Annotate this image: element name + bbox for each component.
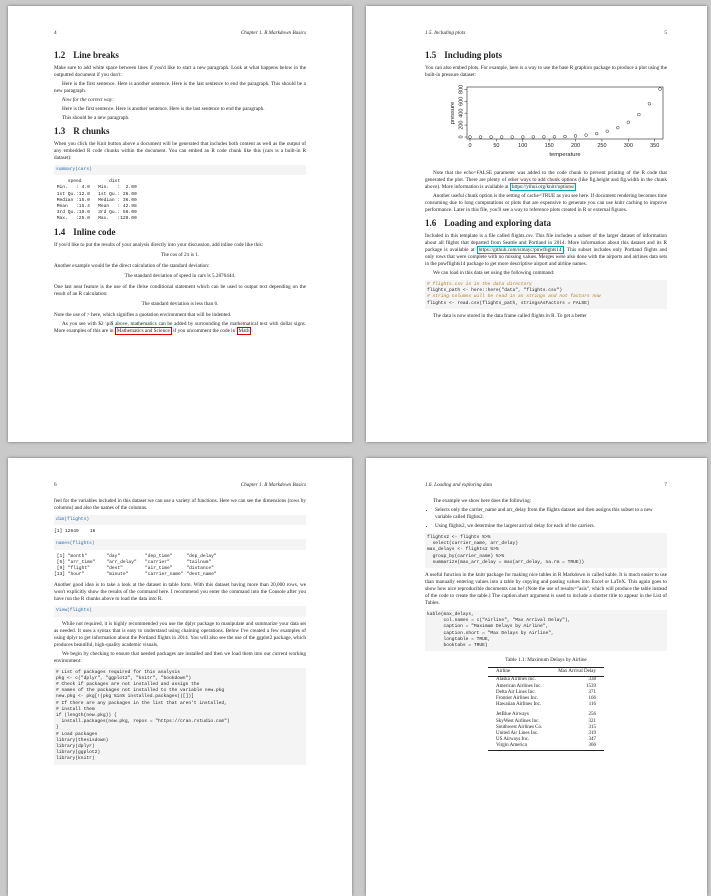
- page-4: [8, 6, 352, 442]
- data-point: [553, 135, 556, 138]
- data-point: [616, 126, 619, 129]
- x-tick-label: 300: [623, 143, 633, 149]
- cell-airline: Hawaiian Airlines Inc.: [495, 702, 542, 708]
- data-point: [532, 136, 535, 139]
- plot-frame: [467, 87, 663, 139]
- table-caption: Table 1.1: Maximum Delays by Airline: [505, 657, 587, 664]
- table-row: [488, 708, 604, 718]
- section-heading: 1.5 Including plots: [425, 50, 503, 60]
- running-header: [54, 30, 306, 37]
- data-point: [490, 136, 493, 139]
- y-axis-label: pressure: [450, 101, 456, 125]
- paragraph: One last neat feature is the use of the ifelse conditional statement which can be used to output text depending on the result of an R calculation:: [54, 283, 306, 297]
- x-tick-label: 50: [493, 143, 500, 149]
- running-header: [54, 482, 306, 489]
- data-point: [637, 113, 640, 116]
- chapter-title: Chapter 1. R Markdown Basics: [240, 482, 306, 488]
- paragraph: Here is the first sentence. Here is another sentence. Here is the last sentence to end the paragraph. This should be a new paragraph.: [54, 81, 306, 94]
- page-number: 4: [54, 30, 57, 36]
- y-tick-label: 200: [458, 120, 465, 130]
- column-header: Airline: [488, 668, 550, 677]
- running-header: [425, 30, 667, 37]
- column-header: Max Arrival Delay: [550, 668, 604, 677]
- section-title: 1.6. Loading and exploring data: [425, 482, 493, 488]
- code-block: names(flights): [54, 539, 306, 549]
- link-math[interactable]: Math: [238, 327, 250, 334]
- x-tick-label: 150: [544, 143, 554, 149]
- data-point: [564, 135, 567, 138]
- cell-delay: 166: [588, 696, 597, 702]
- page-number: 7: [664, 482, 667, 488]
- code-block: dim(flights): [54, 515, 306, 525]
- page-number: 5: [664, 30, 667, 36]
- paragraph: Here is the first sentence. Here is another sentence. Here is the last sentence to end the paragraph.: [62, 106, 265, 112]
- data-point: [585, 134, 588, 137]
- paragraph: We begin by checking to ensure that needed packages are installed and then we load them into our current working environment:: [54, 650, 306, 664]
- cell-delay: 116: [588, 702, 597, 708]
- data-point: [574, 135, 577, 138]
- code-output: [1] "month" "day" "dep_time" "dep_delay" [5] "arr_time" "arr_delay" "carrier" "tailnum" [9] "flight" "dest" "air_time" "distance" [13] "hour" "minute" "carrier_name" "dest_name": [54, 553, 217, 578]
- data-point: [511, 136, 514, 139]
- code-block: # List of packages required for this analysis pkg <- c("dplyr", "ggplot2", "knitr", "bookdown") # Check if packages are not installed and assign the # names of the packages not installed to the variable new.pkg new.pkg <- pkg[!(pkg %in% installed.packages()[])] # If there are any packages in the list that aren't installed, # install them if (length(new.pkg)) { install.packages(new.pkg, repos = "https://cran.rstudio.com") } # Load packages library(thesisdown) library(dplyr) library(ggplot2) library(knitr): [54, 668, 306, 765]
- cell-airline: JetBlue Airways: [495, 712, 529, 718]
- bullet-list: [435, 507, 667, 530]
- cell-delay: 321: [588, 718, 597, 724]
- x-tick-label: 0: [468, 143, 472, 149]
- cell-delay: 1539: [586, 683, 597, 689]
- code-block: summary(cars): [54, 165, 306, 175]
- data-point: [479, 136, 482, 139]
- data-point: [595, 132, 598, 135]
- running-header: [425, 482, 667, 489]
- data-point: [659, 88, 662, 91]
- data-point: [542, 135, 545, 138]
- pressure-plot: [425, 81, 667, 166]
- code-output: speed dist Min. : 4.0 Min. : 2.00 1st Qu.:12.0 1st Qu.: 26.00 Median :15.0 Median : 36.00 Mean :15.4 Mean : 42.98 3rd Qu.:19.0 3rd Qu.: 56.00 Max. :25.0 Max. :120.00: [56, 179, 137, 222]
- data-point: [648, 102, 651, 105]
- cell-airline: United Air Lines Inc.: [495, 731, 539, 737]
- paragraph: feel for the variables included in this dataset we can use a variety of functions. Here we can see the dimensions (rows by columns) and also the names of the columns.: [54, 498, 306, 511]
- x-tick-label: 200: [570, 143, 581, 149]
- paragraph: Make sure to add white space between lines if you'd like to start a new paragraph. Look at what happens below in the outputted document if you don't:: [54, 65, 306, 78]
- scatter-chart: [425, 81, 667, 163]
- paragraph: This should be a new paragraph.: [62, 115, 130, 121]
- paragraph: As you see with $2 \pi$ above, mathematics can be added by surrounding the mathematical text with dollar signs. More examples of this are in Mathematics and Science if you uncomment the code in Math .: [54, 320, 306, 334]
- quote: The standard deviation is less than 6.: [141, 300, 219, 307]
- code-block: View(flights): [54, 606, 306, 616]
- cell-delay: 315: [588, 724, 597, 730]
- y-tick-label: 800: [458, 84, 465, 94]
- paragraph: The example we show here does the following:: [433, 498, 532, 504]
- data-point: [606, 130, 609, 133]
- y-tick-label: 0: [458, 135, 465, 139]
- page-6: [8, 458, 352, 896]
- paragraph: Note that the echo=FALSE parameter was added to the code chunk to prevent printing of the R code that generated the plot. There are plenty of other ways to add chunk options (like fig.height and fig.width in the chunk above). More information is available at https://yihui.org/knitr/options/: [425, 170, 667, 190]
- cell-delay: 338: [588, 677, 597, 683]
- paragraph: While not required, it is highly recommended you use the dplyr package to manipulate and summarize your data set as needed. It uses a syntax that is easy to understand using chaining operations. Below I've created a few examples of using dplyr to get information about the Portland flights in 2014. You will also see the use of the ggplot2 package, which produces beautiful, high-quality academic visuals.: [54, 620, 306, 648]
- cell-delay: 371: [588, 689, 597, 695]
- cell-airline: Frontier Airlines Inc.: [495, 696, 539, 702]
- x-axis-label: temperature: [549, 152, 581, 158]
- page-number: 6: [54, 482, 57, 488]
- page-5: [366, 6, 707, 442]
- paragraph: When you click the Knit button above a document will be generated that includes both content as well as the output of any embedded R code chunks within the document. You can embed an R code chunk like this (cars is a built-in R dataset):: [54, 141, 306, 161]
- cell-airline: Virgin America: [488, 743, 550, 750]
- cell-airline: American Airlines Inc.: [495, 683, 542, 689]
- section-heading: 1.2 Line breaks: [54, 50, 119, 60]
- data-point: [521, 136, 524, 139]
- section-heading: 1.6 Loading and exploring data: [425, 218, 552, 228]
- cell-airline: SkyWest Airlines Inc.: [495, 718, 540, 724]
- x-tick-label: 100: [518, 143, 528, 149]
- section-title: 1.5. Including plots: [425, 30, 466, 36]
- data-point: [469, 136, 472, 139]
- delays-table: [488, 667, 604, 750]
- code-block: flights2 <- flights %>% select(carrier_name, arr_delay) max_delays <- flights2 %>% group_by(carrier_name) %>% summarize(max_arr_delay = max(arr_delay, na.rm = TRUE)): [425, 533, 667, 568]
- x-tick-label: 250: [597, 143, 607, 149]
- data-point: [627, 121, 630, 124]
- x-tick-label: 350: [650, 143, 660, 149]
- link-math-science[interactable]: Mathematics and Science: [116, 327, 170, 334]
- link-pnwflights14[interactable]: https://github.com/ismayc/pnwflights14: [478, 247, 562, 253]
- section-heading: 1.4 Inline code: [54, 226, 116, 237]
- paragraph: You can also embed plots. For example, here is a way to use the base R graphics package to produce a plot using the built-in pressure dataset:: [425, 65, 667, 78]
- code-output: [1] 12649 16: [54, 529, 96, 535]
- paragraph: A useful function in the knitr package for making nice tables in R Markdown is called kable. It is much easier to use than manually entering values into a table by copying and pasting values into Excel or LaTeX. This again goes to show how nice reproducible documents can be! (Note the use of results="asis", which will produce the table instead of the code to create the table.) The caption.short argument is used to include a shorter title to appear in the List of Tables.: [425, 572, 667, 607]
- paragraph: Another useful chunk option is the setting of cache=TRUE as you see here. If document rendering becomes time consuming due to long computations or plots that are expensive to generate you can use knitr caching to improve performance. Later in this file, you'll see a way to reference plots created in R or external figures.: [425, 193, 667, 213]
- cell-delay: 366: [550, 743, 604, 750]
- cell-delay: 347: [588, 737, 597, 743]
- data-point: [500, 136, 503, 139]
- table-row: [488, 743, 604, 750]
- code-block: # flights.csv is in the data directory flights_path <- here::here("data", "flights.csv") # string columns will be read in as strings and not factors now flights <- read.csv(flights_path, stringsAsFactors = FALSE): [425, 280, 667, 309]
- paragraph: Note the use of > here, which signifies a quotation environment that will be indented.: [54, 311, 232, 318]
- paragraph: Another example would be the direct calculation of the standard deviation:: [54, 262, 210, 269]
- y-tick-label: 400: [458, 108, 465, 118]
- cell-delay: 256: [588, 712, 597, 718]
- paragraph: Another good idea is to take a look at the dataset in table form. With this dataset having more than 20,000 rows, we won't explicitly show the results of the command here. I recommend you enter the command into the Console after you have run the R chunks above to load the data into R.: [54, 582, 306, 603]
- paragraph: We can load in this data set using the following command:: [433, 270, 555, 276]
- paragraph: The data is now stored in the data frame called flights in R. To get a better: [433, 312, 587, 319]
- cell-airline: Alaska Airlines Inc.: [495, 677, 536, 683]
- page-7: [366, 458, 707, 896]
- paragraph: Included in this template is a file called flights.csv. This file includes a subset of the larger dataset of information about all flights that departed from Seattle and Portland in 2014. More information about this dataset and its R package is available at https://github.com/ismayc/pnwflights14 . This subset includes only Portland flights and only rows that were complete with no missing values. Merges were also done with the airports and airlines data sets in the pnwflights14 package to get more descriptive airport and airline names.: [425, 233, 668, 267]
- list-item: • Selects only the carrier_name and arr_delay from the flights dataset and then assigns this subset to a new variable called flights2.: [435, 507, 667, 521]
- list-item: • Using flights2, we determine the largest arrival delay for each of the carriers.: [435, 523, 667, 530]
- cell-airline: Delta Air Lines Inc.: [495, 689, 536, 695]
- paragraph: Now for the correct way:: [62, 97, 114, 103]
- quote: The standard deviation of speed in cars is 5.2876444.: [124, 272, 236, 279]
- link-knitr-options[interactable]: https://yihui.org/knitr/options/: [511, 184, 575, 190]
- code-block: kable(max_delays, col.names = c("Airline", "Max Arrival Delay"), caption = "Maximum Delays by Airline", caption.short = "Max Delays by Airline", longtable = TRUE, booktabs = TRUE): [425, 610, 667, 651]
- cell-delay: 319: [588, 731, 597, 737]
- cell-airline: Southwest Airlines Co.: [495, 724, 543, 730]
- chapter-title: Chapter 1. R Markdown Basics: [240, 30, 306, 36]
- cell-airline: US Airways Inc.: [495, 737, 530, 743]
- y-tick-label: 600: [458, 96, 465, 106]
- paragraph: If you'd like to put the results of your analysis directly into your discussion, add inline code like this:: [54, 241, 264, 248]
- table-row: [488, 677, 604, 684]
- quote: The cos of 2π is 1.: [160, 251, 200, 258]
- section-heading: 1.3 R chunks: [54, 126, 110, 136]
